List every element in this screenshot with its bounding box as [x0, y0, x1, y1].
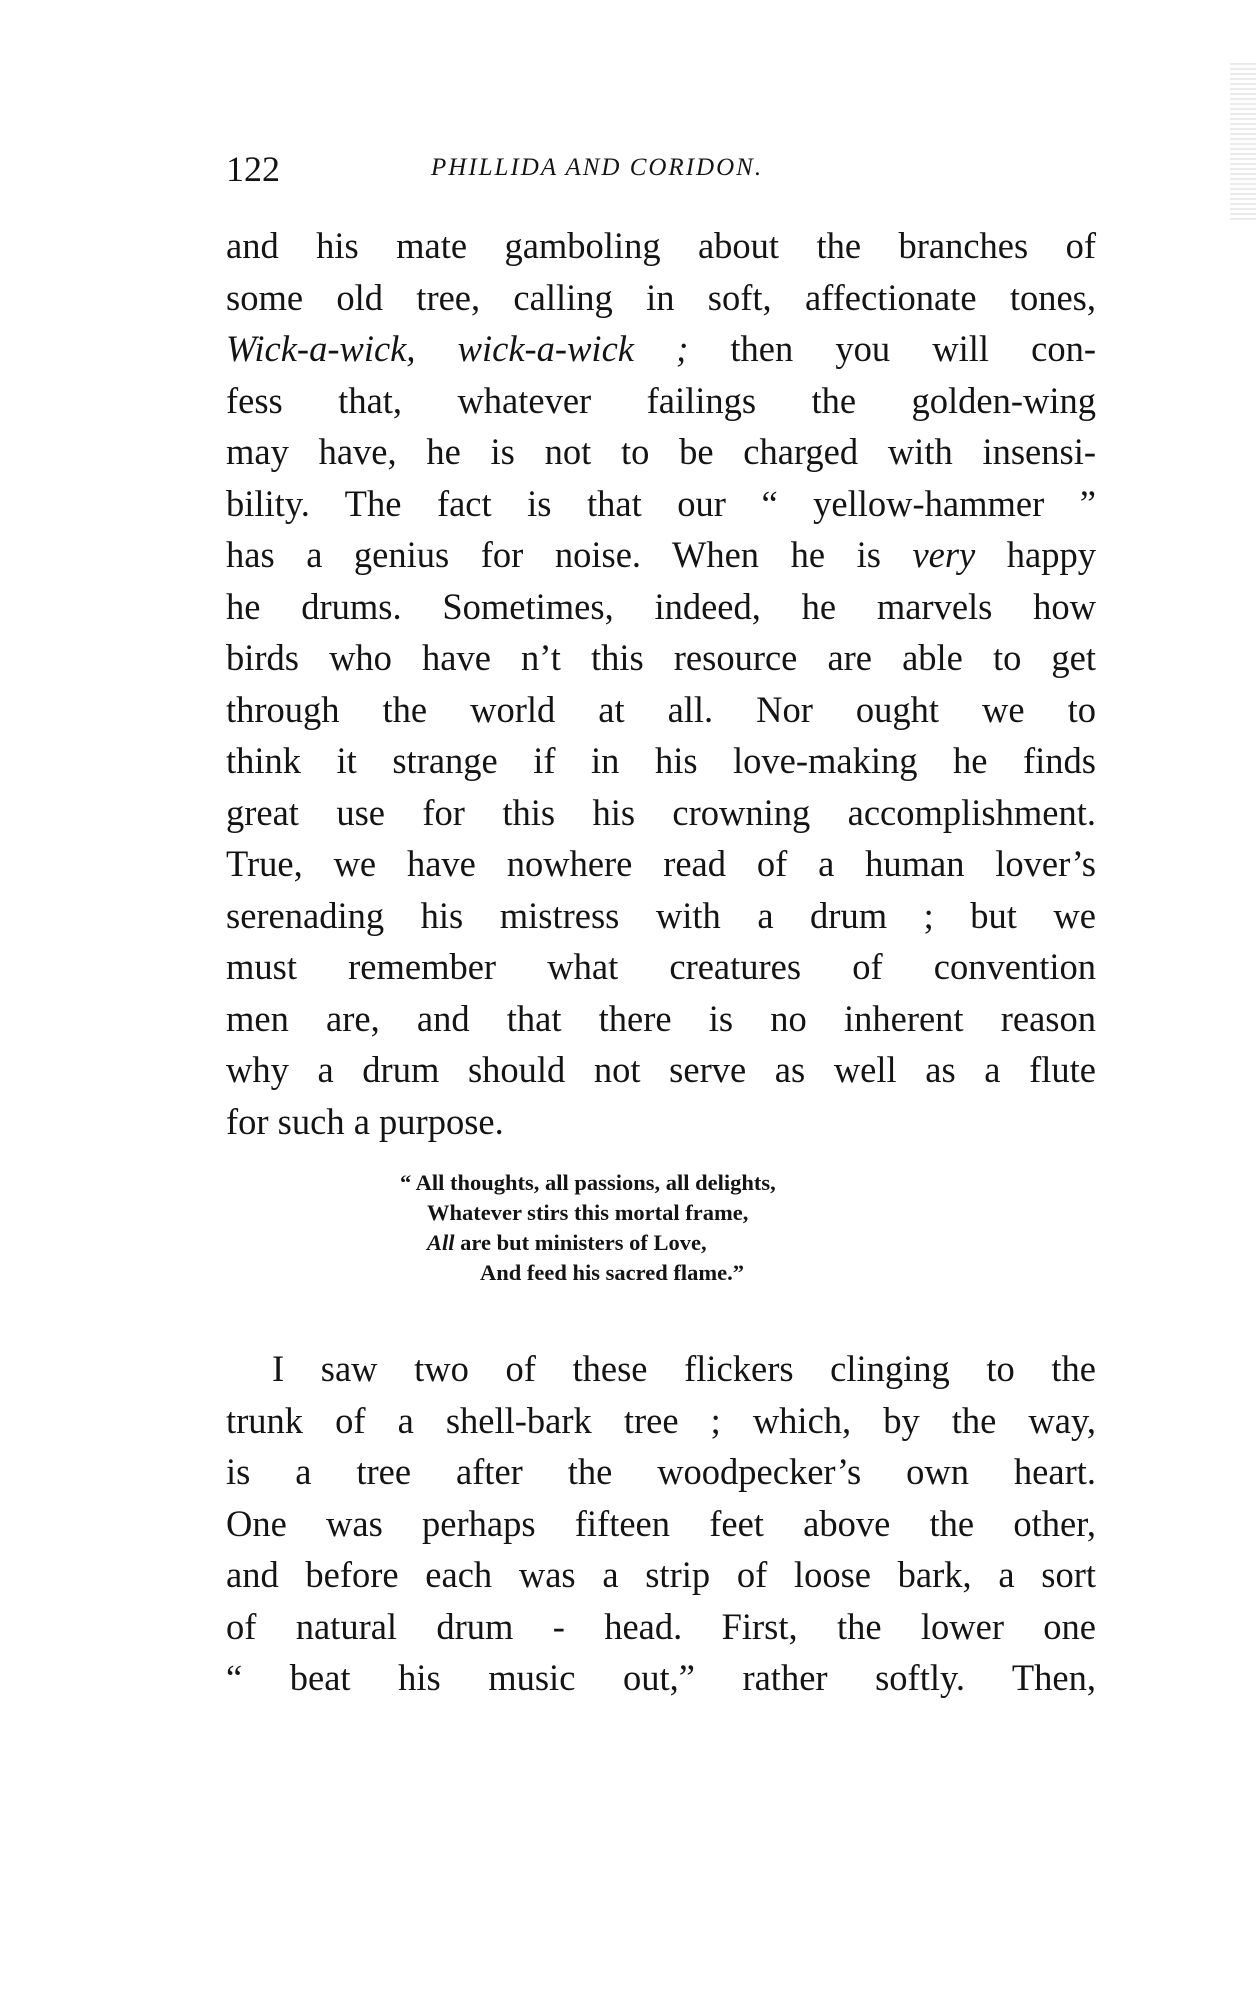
text-line	[226, 1395, 1096, 1447]
page-header	[226, 148, 1096, 192]
text-line	[226, 1044, 1096, 1096]
text-segment: of natural drum - head. First, the lower one	[226, 1605, 1096, 1647]
text-segment: must remember what creatures of convention	[226, 946, 1096, 987]
text-line	[226, 478, 1096, 530]
page-number: 122	[226, 149, 280, 189]
text-line	[226, 323, 1096, 375]
text-segment: and before each was a strip of loose bark, a sort	[226, 1554, 1096, 1595]
text-line	[226, 838, 1096, 890]
text-segment: Whatever stirs this mortal frame,	[427, 1200, 749, 1225]
text-line	[226, 1652, 1096, 1704]
text-line	[226, 632, 1096, 684]
text-segment: trunk of a shell-bark tree ; which, by the way,	[226, 1399, 1096, 1441]
text-segment: he drums. Sometimes, indeed, he marvels how	[226, 585, 1096, 627]
text-segment: is a tree after the woodpecker’s own heart.	[226, 1451, 1096, 1492]
text-segment: then you will con-	[688, 328, 1096, 369]
text-segment: happy	[975, 534, 1097, 575]
text-segment: bility. The fact is that our “ yellow-hammer ”	[226, 482, 1096, 524]
text-segment: True, we have nowhere read of a human lover’s	[226, 843, 1096, 884]
text-line	[226, 529, 1096, 581]
text-line	[226, 1096, 1096, 1148]
text-segment: men are, and that there is no inherent reason	[226, 997, 1096, 1039]
italic-text: very	[912, 534, 976, 575]
text-line	[226, 787, 1096, 839]
text-segment: why a drum should not serve as well as a flute	[226, 1049, 1096, 1090]
text-segment: may have, he is not to be charged with insensi-	[226, 431, 1096, 472]
text-line	[226, 735, 1096, 787]
text-line	[226, 1549, 1096, 1601]
text-segment: and his mate gamboling about the branches of	[226, 225, 1096, 266]
text-segment: great use for this his crowning accomplishment.	[226, 791, 1096, 833]
text-segment: think it strange if in his love-making he finds	[226, 740, 1096, 781]
text-line	[226, 581, 1096, 633]
italic-text: All	[427, 1230, 455, 1255]
text-line	[226, 272, 1096, 324]
text-segment: has a genius for noise. When he is	[226, 534, 913, 575]
paragraph-1	[226, 220, 1096, 1147]
poem-quotation	[400, 1168, 776, 1288]
text-line	[226, 941, 1096, 993]
text-line	[226, 684, 1096, 736]
text-line	[226, 1446, 1096, 1498]
text-line	[226, 375, 1096, 427]
text-line	[400, 1198, 776, 1228]
text-line	[226, 890, 1096, 942]
text-line	[400, 1168, 776, 1198]
running-title: PHILLIDA AND CORIDON.	[431, 154, 764, 181]
italic-text: Wick-a-wick, wick-a-wick ;	[226, 328, 689, 369]
text-segment: fess that, whatever failings the golden-wing	[226, 379, 1096, 421]
text-line	[226, 426, 1096, 478]
text-segment: for such a purpose.	[226, 1100, 504, 1142]
text-segment: are but ministers of Love,	[454, 1230, 707, 1255]
text-line	[226, 993, 1096, 1045]
text-segment: birds who have n’t this resource are able to get	[226, 637, 1096, 678]
text-line	[226, 1343, 1096, 1395]
text-segment: some old tree, calling in soft, affectionate tones,	[226, 276, 1096, 318]
text-segment: One was perhaps fifteen feet above the other,	[226, 1502, 1096, 1544]
text-segment: serenading his mistress with a drum ; but we	[226, 894, 1096, 936]
text-segment: through the world at all. Nor ought we to	[226, 688, 1096, 730]
paragraph-2	[226, 1343, 1096, 1704]
text-line	[400, 1258, 776, 1288]
text-segment: “ All thoughts, all passions, all delights,	[400, 1170, 776, 1195]
text-segment: I saw two of these flickers clinging to the	[272, 1348, 1096, 1389]
text-line	[226, 220, 1096, 272]
text-line	[400, 1228, 776, 1258]
page-edge-scan-artifact	[1230, 60, 1256, 220]
text-line	[226, 1601, 1096, 1653]
text-segment: And feed his sacred flame.”	[480, 1260, 744, 1285]
text-segment: “ beat his music out,” rather softly. Then,	[226, 1657, 1096, 1698]
text-line	[226, 1498, 1096, 1550]
